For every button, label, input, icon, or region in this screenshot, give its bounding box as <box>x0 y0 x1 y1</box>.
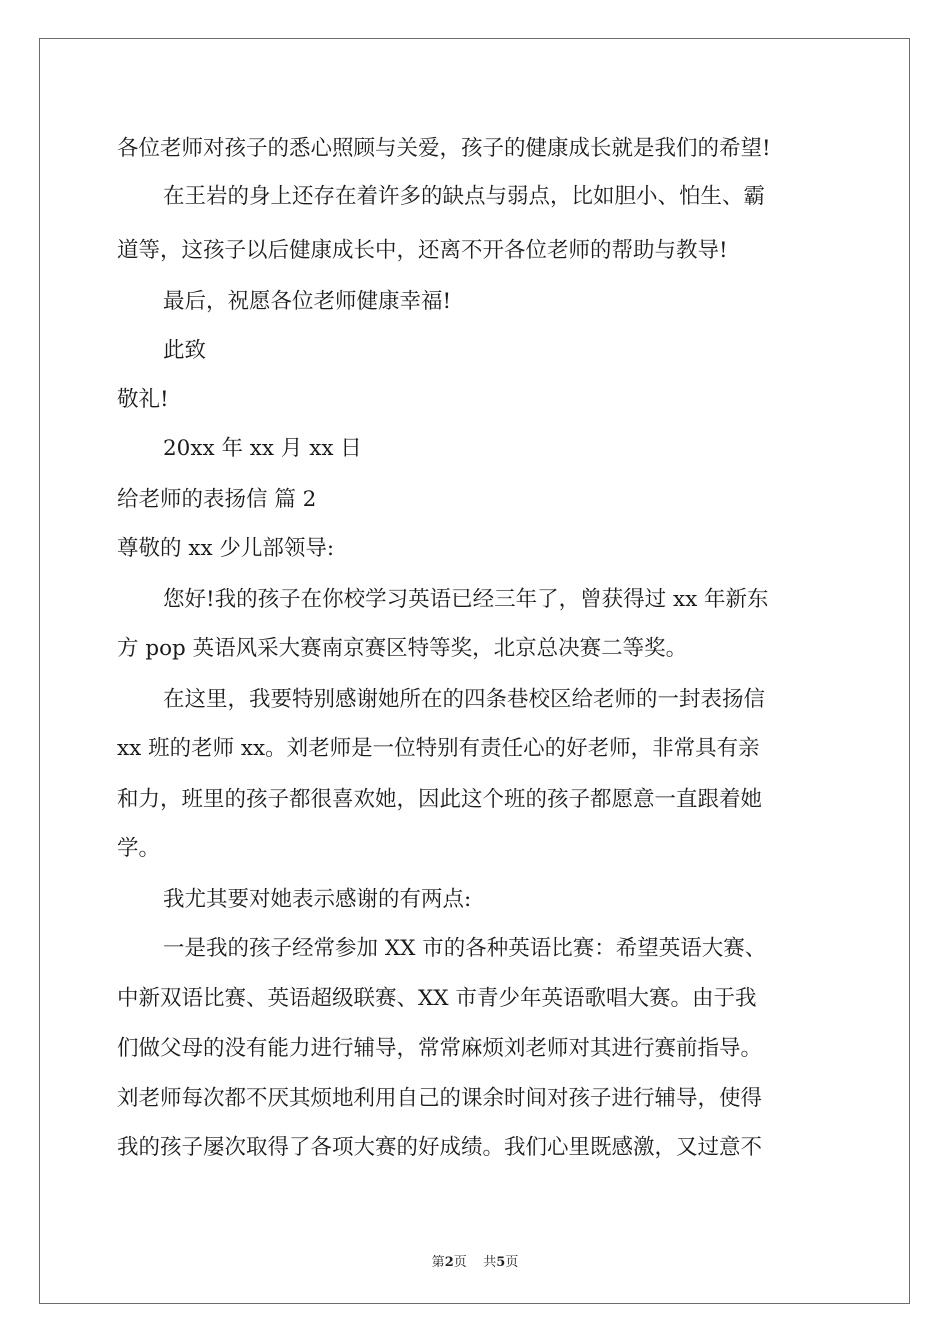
paragraph-line: 学。 <box>117 836 161 861</box>
paragraph-line: 道等，这孩子以后健康成长中，还离不开各位老师的帮助与教导! <box>117 238 728 263</box>
paragraph-line: 您好!我的孩子在你校学习英语已经三年了，曾获得过 xx 年新东 <box>163 587 769 612</box>
total-page-number: 5 <box>496 1255 506 1270</box>
paragraph-line: 和力，班里的孩子都很喜欢她，因此这个班的孩子都愿意一直跟着她 <box>117 787 763 812</box>
section-heading: 给老师的表扬信 篇 2 <box>117 487 317 512</box>
page-prefix: 第 <box>431 1255 445 1270</box>
paragraph-line: 敬礼! <box>117 387 169 412</box>
current-page-number: 2 <box>444 1255 454 1270</box>
paragraph-line: 我的孩子屡次取得了各项大赛的好成绩。我们心里既感激，又过意不 <box>117 1135 763 1160</box>
paragraph-line: 刘老师每次都不厌其烦地利用自己的课余时间对孩子进行辅导，使得 <box>117 1086 763 1111</box>
paragraph-line: xx 班的老师 xx。刘老师是一位特别有责任心的好老师，非常具有亲 <box>117 736 760 761</box>
page-number-footer <box>0 1251 950 1270</box>
salutation: 尊敬的 xx 少儿部领导: <box>117 536 335 561</box>
page-mid-text: 页 共 <box>453 1255 497 1270</box>
paragraph-line: 各位老师对孩子的悉心照顾与关爱，孩子的健康成长就是我们的希望! <box>117 136 771 161</box>
paragraph-line: 在王岩的身上还存在着许多的缺点与弱点，比如胆小、怕生、霸 <box>163 184 766 209</box>
page-border <box>39 38 910 1304</box>
page-suffix: 页 <box>505 1255 519 1270</box>
paragraph-line: 此致 <box>163 338 207 363</box>
paragraph-line: 最后，祝愿各位老师健康幸福! <box>163 289 452 314</box>
paragraph-line: 方 pop 英语风采大赛南京赛区特等奖，北京总决赛二等奖。 <box>117 636 688 661</box>
paragraph-line: 们做父母的没有能力进行辅导，常常麻烦刘老师对其进行赛前指导。 <box>117 1036 763 1061</box>
paragraph-line: 一是我的孩子经常参加 XX 市的各种英语比赛：希望英语大赛、 <box>163 936 767 961</box>
paragraph-line: 我尤其要对她表示感谢的有两点: <box>163 887 472 912</box>
paragraph-line: 在这里，我要特别感谢她所在的四条巷校区给老师的一封表扬信 <box>163 687 766 712</box>
paragraph-line: 中新双语比赛、英语超级联赛、XX 市青少年英语歌唱大赛。由于我 <box>117 986 757 1011</box>
date-line: 20xx 年 xx 月 xx 日 <box>163 436 362 461</box>
